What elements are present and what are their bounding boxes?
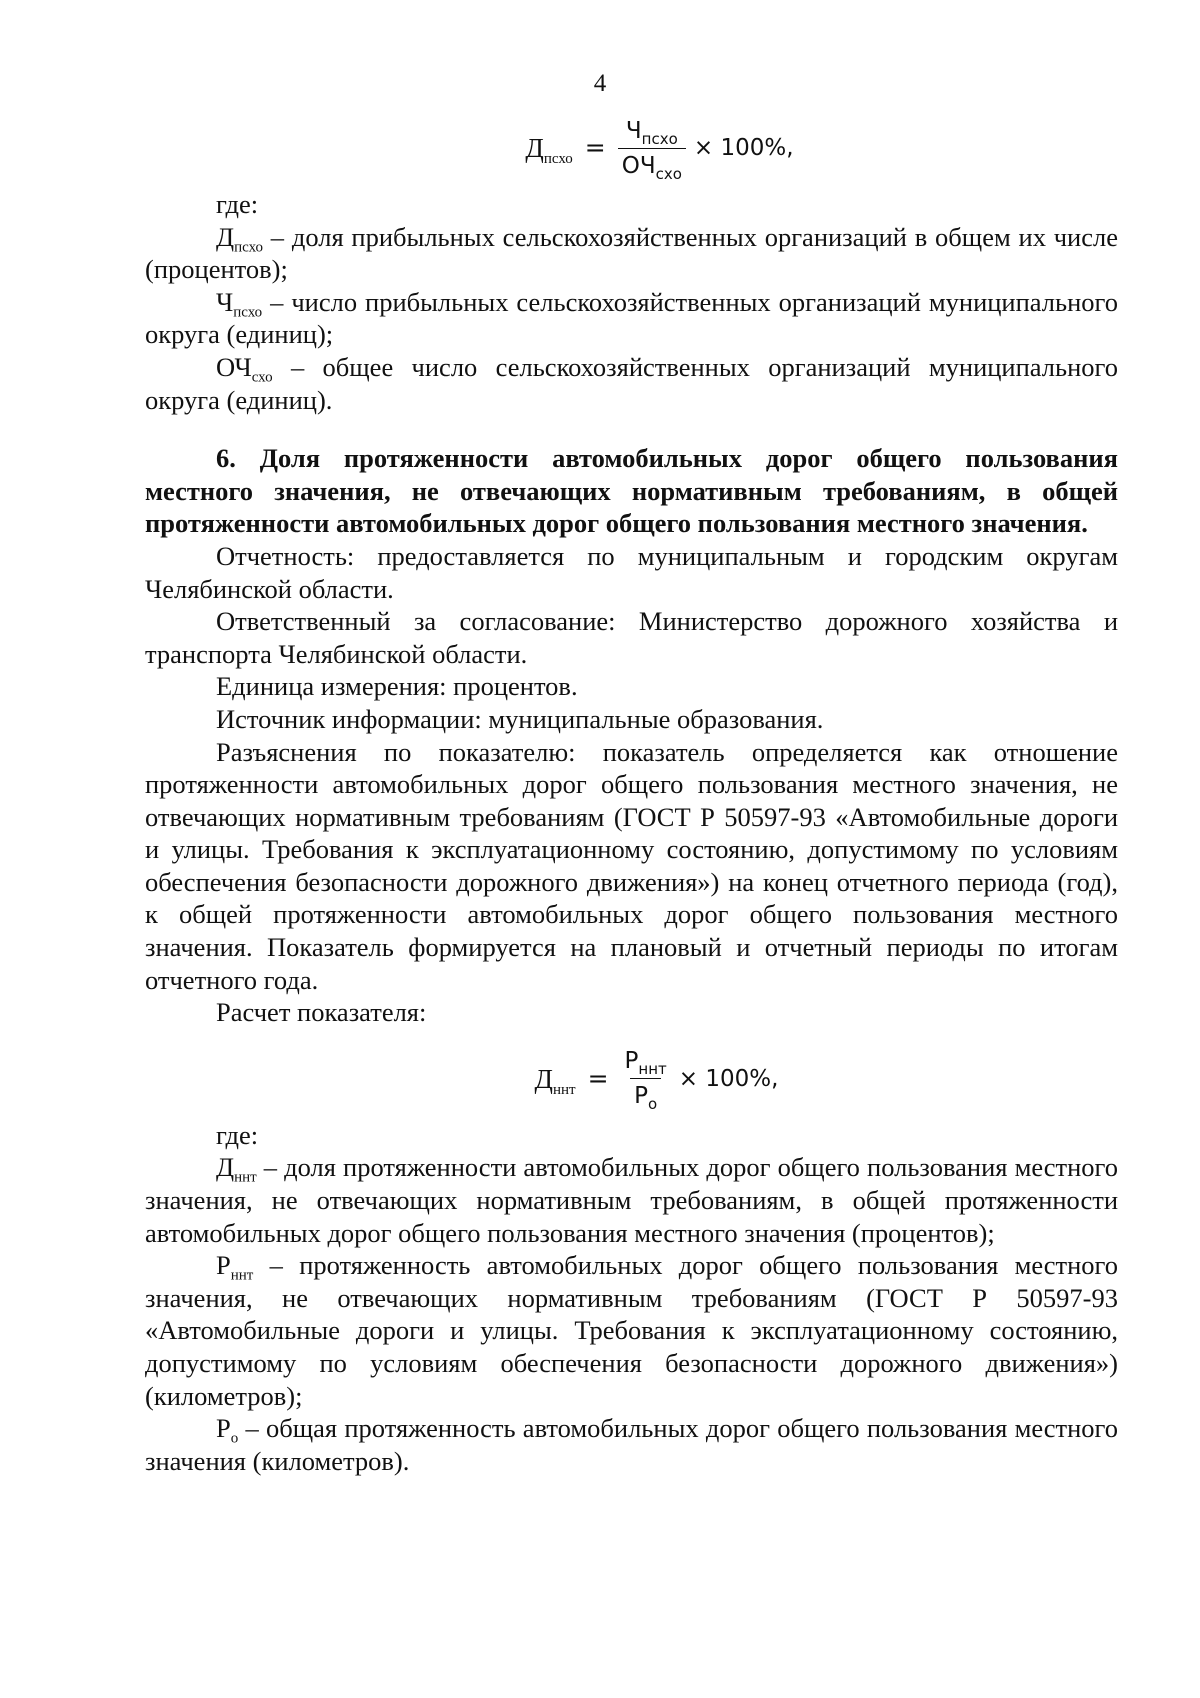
- formula-road-share: [195, 1039, 1118, 1119]
- fraction-denominator: $Р_о$: [630, 1078, 661, 1110]
- where-label: где:: [216, 189, 259, 219]
- reporting-paragraph: Отчетность: предоставляется по муниципальным и городским округам Челябинской области.: [145, 540, 1118, 604]
- formula-lhs: $Д_{псхо}$: [525, 132, 573, 167]
- definition-item: $Д_{ннт}$ – доля протяженности автомобильных дорог общего пользования местного значения, не отвечающих нормативным требованиям, в общей протяженности автомобильных дорог общего пользования местного значения (процентов);: [145, 1152, 1118, 1248]
- source-paragraph: Источник информации: муниципальные образования.: [216, 703, 824, 734]
- equals-sign: =: [587, 1063, 609, 1093]
- definition-item: $ОЧ_{схо}$ – общее число сельскохозяйственных организаций муниципального округа (единиц).: [145, 351, 1118, 415]
- responsible-paragraph: Ответственный за согласование: Министерство дорожного хозяйства и транспорта Челябинской области.: [145, 606, 1118, 669]
- definition-item: $Р_о$ – общая протяженность автомобильных дорог общего пользования местного значения (километров).: [145, 1413, 1118, 1476]
- explanation-paragraph: Разъяснения по показателю: показатель определяется как отношение протяженности автомобильных дорог общего пользования местного значения, не отвечающих нормативным требованиям (ГОСТ Р 50597-93 «Автомобильные дороги и улицы. Требования к эксплуатационному состоянию, допустимому по условиям обеспечения безопасности дорожного движения») на конец отчетного периода (год), к общей протяженности автомобильных дорог общего пользования местного значения. Показатель формируется на плановый и отчетный периоды по итогам отчетного года.: [145, 736, 1118, 995]
- definition-item: $Р_{ннт}$ – протяженность автомобильных дорог общего пользования местного значения, не отвечающих нормативным требованиям (ГОСТ Р 50597-93 «Автомобильные дороги и улицы. Требования к эксплуатационному состоянию, допустимому по условиям обеспечения безопасности дорожного движения») (километров);: [145, 1250, 1118, 1411]
- formula-multiplier: × 100%,: [678, 1065, 779, 1092]
- unit-paragraph: Единица измерения: процентов.: [216, 671, 578, 702]
- document-body: [145, 108, 1118, 1477]
- fraction-denominator: $ОЧ_{схо}$: [618, 148, 686, 180]
- fraction: [621, 1047, 671, 1114]
- fraction: [618, 117, 686, 183]
- calc-label: Расчет показателя:: [216, 997, 427, 1028]
- fraction-numerator: $Р_{ннт}$: [624, 1048, 667, 1079]
- formula-profitable-share: [201, 108, 1118, 188]
- fraction-numerator: $Ч_{псхо}$: [625, 117, 678, 148]
- definition-item: $Д_{псхо}$ – доля прибыльных сельскохозяйственных организаций в общем их числе (процентов);: [145, 221, 1118, 285]
- page-number: 4: [593, 70, 607, 97]
- formula-multiplier: × 100%,: [693, 134, 794, 161]
- definition-item: $Ч_{псхо}$ – число прибыльных сельскохозяйственных организаций муниципального округа (единиц);: [145, 286, 1118, 350]
- equals-sign: =: [584, 132, 606, 162]
- where-label: где:: [216, 1119, 259, 1150]
- formula-lhs: $Д_{ннт}$: [534, 1063, 576, 1098]
- section-heading: 6. Доля протяженности автомобильных дорог общего пользования местного значения, не отвечающих нормативным требованиям, в общей протяженности автомобильных дорог общего пользования местного значения.: [145, 443, 1118, 539]
